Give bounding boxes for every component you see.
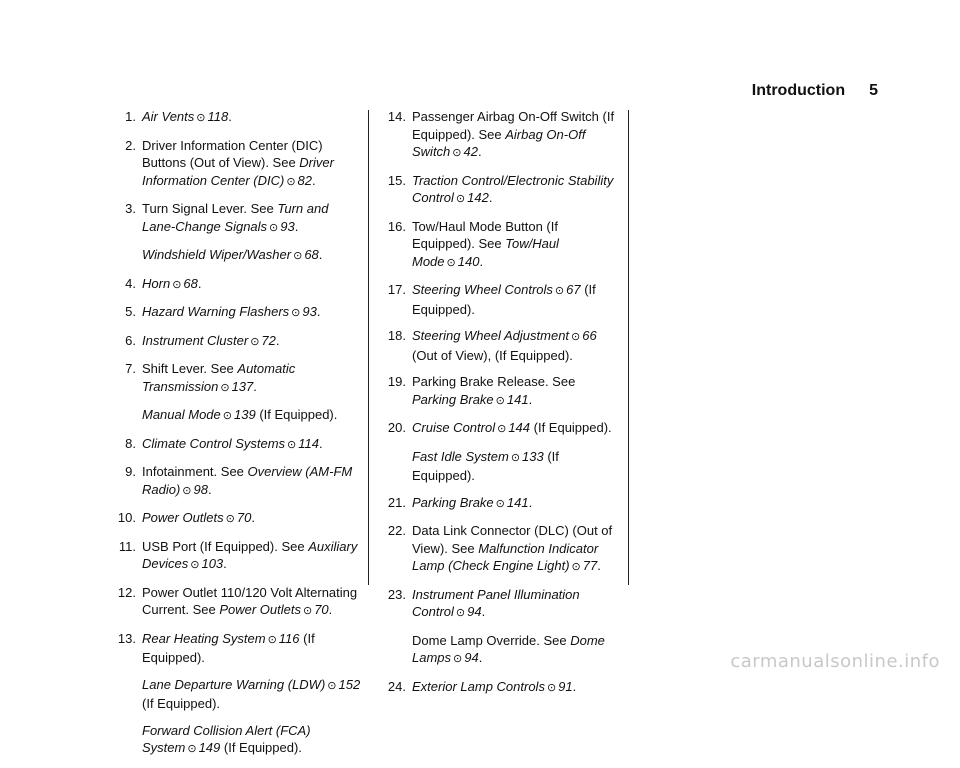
page-ref-icon: ⊙ — [446, 256, 456, 269]
item-text — [412, 172, 620, 209]
item-number: 20. — [387, 420, 406, 435]
cross-reference: 94 — [464, 650, 479, 665]
column-divider-left — [368, 110, 369, 585]
page-ref-icon: ⊙ — [302, 605, 313, 617]
cross-reference: 142 — [467, 190, 489, 205]
legend-item — [112, 303, 362, 323]
page-ref-icon: ⊙ — [546, 681, 557, 694]
page-ref-icon: ⊙ — [571, 331, 581, 343]
cross-reference: Rear Heating System — [142, 630, 266, 646]
item-label: Driver Information Center (DIC) Buttons (Out of View). See — [142, 137, 323, 170]
item-text — [412, 373, 620, 410]
legend-item — [112, 584, 362, 621]
item-number: 10. — [117, 510, 136, 525]
cross-reference: Traction Control/Electronic Stability Control — [412, 172, 614, 205]
item-number: 3. — [125, 201, 136, 216]
item-number: 11. — [118, 538, 136, 554]
item-label: . — [488, 190, 493, 205]
legend-item — [380, 678, 620, 698]
cross-reference: 94 — [467, 604, 482, 619]
item-label: . — [316, 304, 321, 319]
page-number: 5 — [869, 82, 878, 99]
cross-reference: 140 — [457, 253, 480, 269]
legend-item — [380, 494, 620, 514]
item-label: . — [223, 556, 227, 571]
cross-reference: Hazard Warning Flashers — [142, 304, 290, 319]
legend-column-left — [112, 108, 362, 768]
item-number: 15. — [387, 172, 406, 188]
item-text — [142, 200, 362, 237]
item-number: 9. — [125, 464, 136, 479]
cross-reference: Power Outlets — [142, 510, 224, 525]
page-ref-icon: ⊙ — [287, 438, 297, 451]
cross-reference: Overview (AM-FM Radio) — [142, 464, 353, 497]
cross-reference: Steering Wheel Adjustment — [412, 328, 570, 343]
page-header — [752, 82, 878, 100]
page-ref-icon: ⊙ — [269, 221, 279, 234]
item-label: (If Equipped). — [142, 630, 315, 665]
cross-reference: 133 — [522, 448, 544, 464]
item-label: (If Equipped). — [220, 740, 302, 755]
item-label: . — [481, 604, 486, 619]
item-number: 23. — [387, 586, 406, 602]
item-label: . — [228, 109, 232, 124]
legend-item — [112, 137, 362, 192]
legend-item — [112, 722, 362, 759]
item-label: Tow/Haul Mode Button (If Equipped). See — [412, 218, 558, 251]
page-ref-icon: ⊙ — [225, 513, 235, 525]
cross-reference: Driver Information Center (DIC) — [142, 155, 334, 188]
cross-reference: 118 — [207, 109, 229, 124]
item-label: (If Equipped). — [142, 696, 221, 711]
item-label: . — [275, 332, 280, 348]
item-text — [142, 538, 362, 575]
cross-reference: Horn — [142, 275, 171, 291]
page-ref-icon: ⊙ — [187, 743, 197, 755]
cross-reference: Climate Control Systems — [142, 435, 286, 451]
cross-reference: 68 — [183, 275, 198, 291]
item-number: 7. — [125, 361, 136, 376]
item-number: 21. — [387, 494, 406, 510]
item-label: . — [319, 435, 323, 451]
item-number: 8. — [125, 435, 136, 451]
item-number: 18. — [387, 328, 406, 343]
item-label: . — [528, 391, 533, 407]
page-ref-icon: ⊙ — [452, 147, 462, 159]
item-text — [142, 303, 362, 323]
cross-reference: 144 — [508, 420, 531, 435]
legend-item — [380, 632, 620, 669]
page-ref-icon: ⊙ — [250, 335, 260, 348]
cross-reference: Automatic Transmission — [142, 361, 296, 394]
item-label: (If Equipped). — [530, 420, 612, 435]
cross-reference: Turn and Lane-Change Signals — [142, 201, 329, 234]
page-ref-icon: ⊙ — [172, 278, 182, 291]
page-ref-icon: ⊙ — [293, 250, 303, 262]
cross-reference: Lane Departure Warning (LDW) — [142, 676, 326, 692]
item-text — [142, 108, 362, 128]
cross-reference: 72 — [261, 332, 276, 348]
cross-reference: 93 — [280, 218, 295, 234]
cross-reference: 70 — [236, 510, 252, 525]
cross-reference: Parking Brake — [412, 494, 494, 510]
item-label: . — [478, 650, 483, 665]
item-number — [380, 632, 412, 669]
item-number: 2. — [125, 137, 136, 153]
legend-item — [112, 246, 362, 266]
item-text — [142, 509, 362, 529]
item-text — [412, 281, 620, 318]
item-text — [142, 332, 362, 352]
item-label: . — [477, 144, 482, 159]
item-label: Passenger Airbag On-Off Switch (If Equipped). See — [412, 109, 615, 142]
legend-item — [380, 327, 620, 364]
item-label: USB Port (If Equipped). See — [142, 538, 309, 554]
item-label: (If Equipped). — [255, 407, 338, 422]
item-number: 16. — [387, 218, 406, 234]
cross-reference: Steering Wheel Controls — [412, 282, 553, 297]
item-label: . — [572, 678, 577, 694]
cross-reference: 70 — [314, 602, 329, 617]
cross-reference: Airbag On-Off Switch — [412, 126, 586, 159]
item-text — [142, 584, 362, 621]
legend-item — [380, 172, 620, 209]
item-number — [112, 676, 142, 713]
legend-item — [112, 275, 362, 295]
cross-reference: 98 — [193, 481, 208, 497]
cross-reference: Malfunction Indicator Lamp (Check Engine Light) — [412, 540, 599, 573]
page-ref-icon: ⊙ — [455, 607, 466, 619]
legend-item — [112, 360, 362, 397]
item-number: 24. — [387, 678, 406, 694]
legend-item — [380, 281, 620, 318]
cross-reference: 66 — [582, 328, 597, 343]
item-number: 14. — [387, 109, 406, 124]
item-text — [412, 522, 620, 577]
item-label: Parking Brake Release. See — [412, 374, 576, 389]
cross-reference: Fast Idle System — [412, 448, 509, 464]
legend-column-right — [380, 108, 620, 706]
item-label: Data Link Connector (DLC) (Out of View). See — [412, 523, 613, 556]
page-ref-icon: ⊙ — [455, 193, 466, 205]
item-label: (If Equipped). — [412, 282, 596, 317]
item-label: Power Outlet 110/120 Volt Alternating Current. See — [142, 584, 358, 617]
item-text — [412, 586, 620, 623]
item-label: . — [294, 218, 299, 234]
page-ref-icon: ⊙ — [190, 559, 200, 571]
item-text — [412, 327, 620, 364]
legend-item — [112, 108, 362, 128]
section-title: Introduction — [751, 82, 846, 99]
item-label: . — [479, 253, 484, 269]
item-text — [412, 678, 620, 698]
cross-reference: Auxiliary Devices — [142, 538, 358, 571]
cross-reference: Exterior Lamp Controls — [412, 678, 545, 694]
cross-reference: Instrument Cluster — [142, 332, 249, 348]
legend-item — [112, 630, 362, 667]
cross-reference: 68 — [304, 247, 319, 262]
item-text — [142, 275, 362, 295]
cross-reference: 116 — [278, 630, 300, 646]
item-number: 12. — [117, 584, 136, 600]
item-label: Dome Lamp Override. See — [412, 632, 571, 648]
legend-item — [380, 373, 620, 410]
legend-item — [112, 332, 362, 352]
item-number — [112, 722, 142, 759]
legend-item — [112, 200, 362, 237]
watermark: carmanualsonline.info — [730, 651, 940, 672]
item-text — [412, 108, 620, 163]
item-text — [142, 676, 362, 713]
page-ref-icon: ⊙ — [291, 307, 301, 319]
page-ref-icon: ⊙ — [327, 679, 337, 692]
cross-reference: 93 — [302, 304, 317, 319]
cross-reference: 139 — [234, 407, 256, 422]
page-ref-icon: ⊙ — [571, 561, 581, 573]
page-ref-icon: ⊙ — [222, 410, 232, 422]
item-text — [412, 419, 620, 439]
item-label: . — [597, 558, 601, 573]
cross-reference: Cruise Control — [412, 420, 496, 435]
item-label: . — [328, 602, 333, 617]
item-number: 22. — [387, 523, 406, 538]
cross-reference: 42 — [463, 144, 478, 159]
legend-item — [380, 586, 620, 623]
item-number — [112, 406, 142, 426]
page-ref-icon: ⊙ — [495, 394, 505, 407]
cross-reference: Windshield Wiper/Washer — [142, 247, 292, 262]
cross-reference: Parking Brake — [412, 391, 494, 407]
cross-reference: Power Outlets — [219, 602, 301, 617]
item-label: . — [528, 494, 533, 510]
column-divider-right — [628, 110, 629, 585]
item-text — [412, 494, 620, 514]
page-ref-icon: ⊙ — [453, 653, 463, 665]
item-number: 13. — [117, 630, 136, 646]
item-label: . — [251, 510, 255, 525]
item-text — [142, 246, 362, 266]
item-label: (If Equipped). — [412, 448, 559, 483]
cross-reference: Instrument Panel Illumination Control — [412, 586, 580, 619]
legend-item — [112, 676, 362, 713]
cross-reference: 91 — [558, 678, 573, 694]
cross-reference: 114 — [298, 435, 319, 451]
cross-reference: Tow/Haul Mode — [412, 236, 559, 269]
item-number: 17. — [387, 282, 406, 297]
item-text — [142, 360, 362, 397]
item-text — [412, 632, 620, 669]
page-ref-icon: ⊙ — [286, 175, 296, 188]
item-label: . — [197, 275, 202, 291]
page-ref-icon: ⊙ — [554, 285, 565, 297]
legend-item — [112, 463, 362, 500]
cross-reference: 141 — [506, 391, 529, 407]
item-text — [142, 722, 362, 759]
legend-item — [380, 522, 620, 577]
cross-reference: 152 — [338, 676, 361, 692]
item-text — [142, 137, 362, 192]
cross-reference: 137 — [231, 378, 254, 394]
item-number — [112, 246, 142, 266]
item-label: Shift Lever. See — [142, 361, 238, 376]
page-ref-icon: ⊙ — [182, 484, 192, 497]
page-ref-icon: ⊙ — [510, 451, 521, 464]
item-number: 1. — [125, 109, 136, 124]
item-label: Infotainment. See — [142, 464, 248, 479]
page-ref-icon: ⊙ — [196, 112, 206, 124]
item-text — [412, 448, 620, 485]
cross-reference: Forward Collision Alert (FCA) System — [142, 722, 311, 755]
legend-item — [112, 538, 362, 575]
cross-reference: 77 — [582, 558, 598, 573]
legend-item — [112, 435, 362, 455]
item-label: Turn Signal Lever. See — [142, 201, 278, 216]
cross-reference: 103 — [201, 556, 224, 571]
legend-item — [380, 448, 620, 485]
item-text — [142, 435, 362, 455]
item-label: . — [207, 481, 212, 497]
cross-reference: 67 — [566, 282, 581, 297]
legend-item — [380, 108, 620, 163]
item-text — [142, 463, 362, 500]
item-number: 5. — [125, 304, 136, 319]
cross-reference: Dome Lamps — [412, 632, 605, 665]
item-label: . — [312, 172, 316, 188]
item-label: . — [253, 378, 257, 394]
page-ref-icon: ⊙ — [267, 633, 277, 646]
cross-reference: 82 — [297, 172, 313, 188]
item-label: . — [318, 247, 323, 262]
item-text — [142, 630, 362, 667]
item-text — [142, 406, 362, 426]
cross-reference: Air Vents — [142, 109, 195, 124]
legend-item — [112, 406, 362, 426]
page-ref-icon: ⊙ — [220, 381, 230, 394]
legend-item — [380, 419, 620, 439]
item-number: 6. — [125, 332, 136, 348]
item-number — [380, 448, 412, 485]
legend-item — [112, 509, 362, 529]
legend-item — [380, 218, 620, 273]
item-number: 4. — [125, 275, 136, 291]
item-label: (Out of View), (If Equipped). — [412, 347, 573, 363]
cross-reference: Manual Mode — [142, 407, 221, 422]
page-ref-icon: ⊙ — [495, 497, 505, 510]
page-ref-icon: ⊙ — [497, 423, 507, 435]
item-text — [412, 218, 620, 273]
item-number: 19. — [387, 374, 406, 389]
cross-reference: 141 — [506, 494, 529, 510]
cross-reference: 149 — [198, 740, 221, 755]
